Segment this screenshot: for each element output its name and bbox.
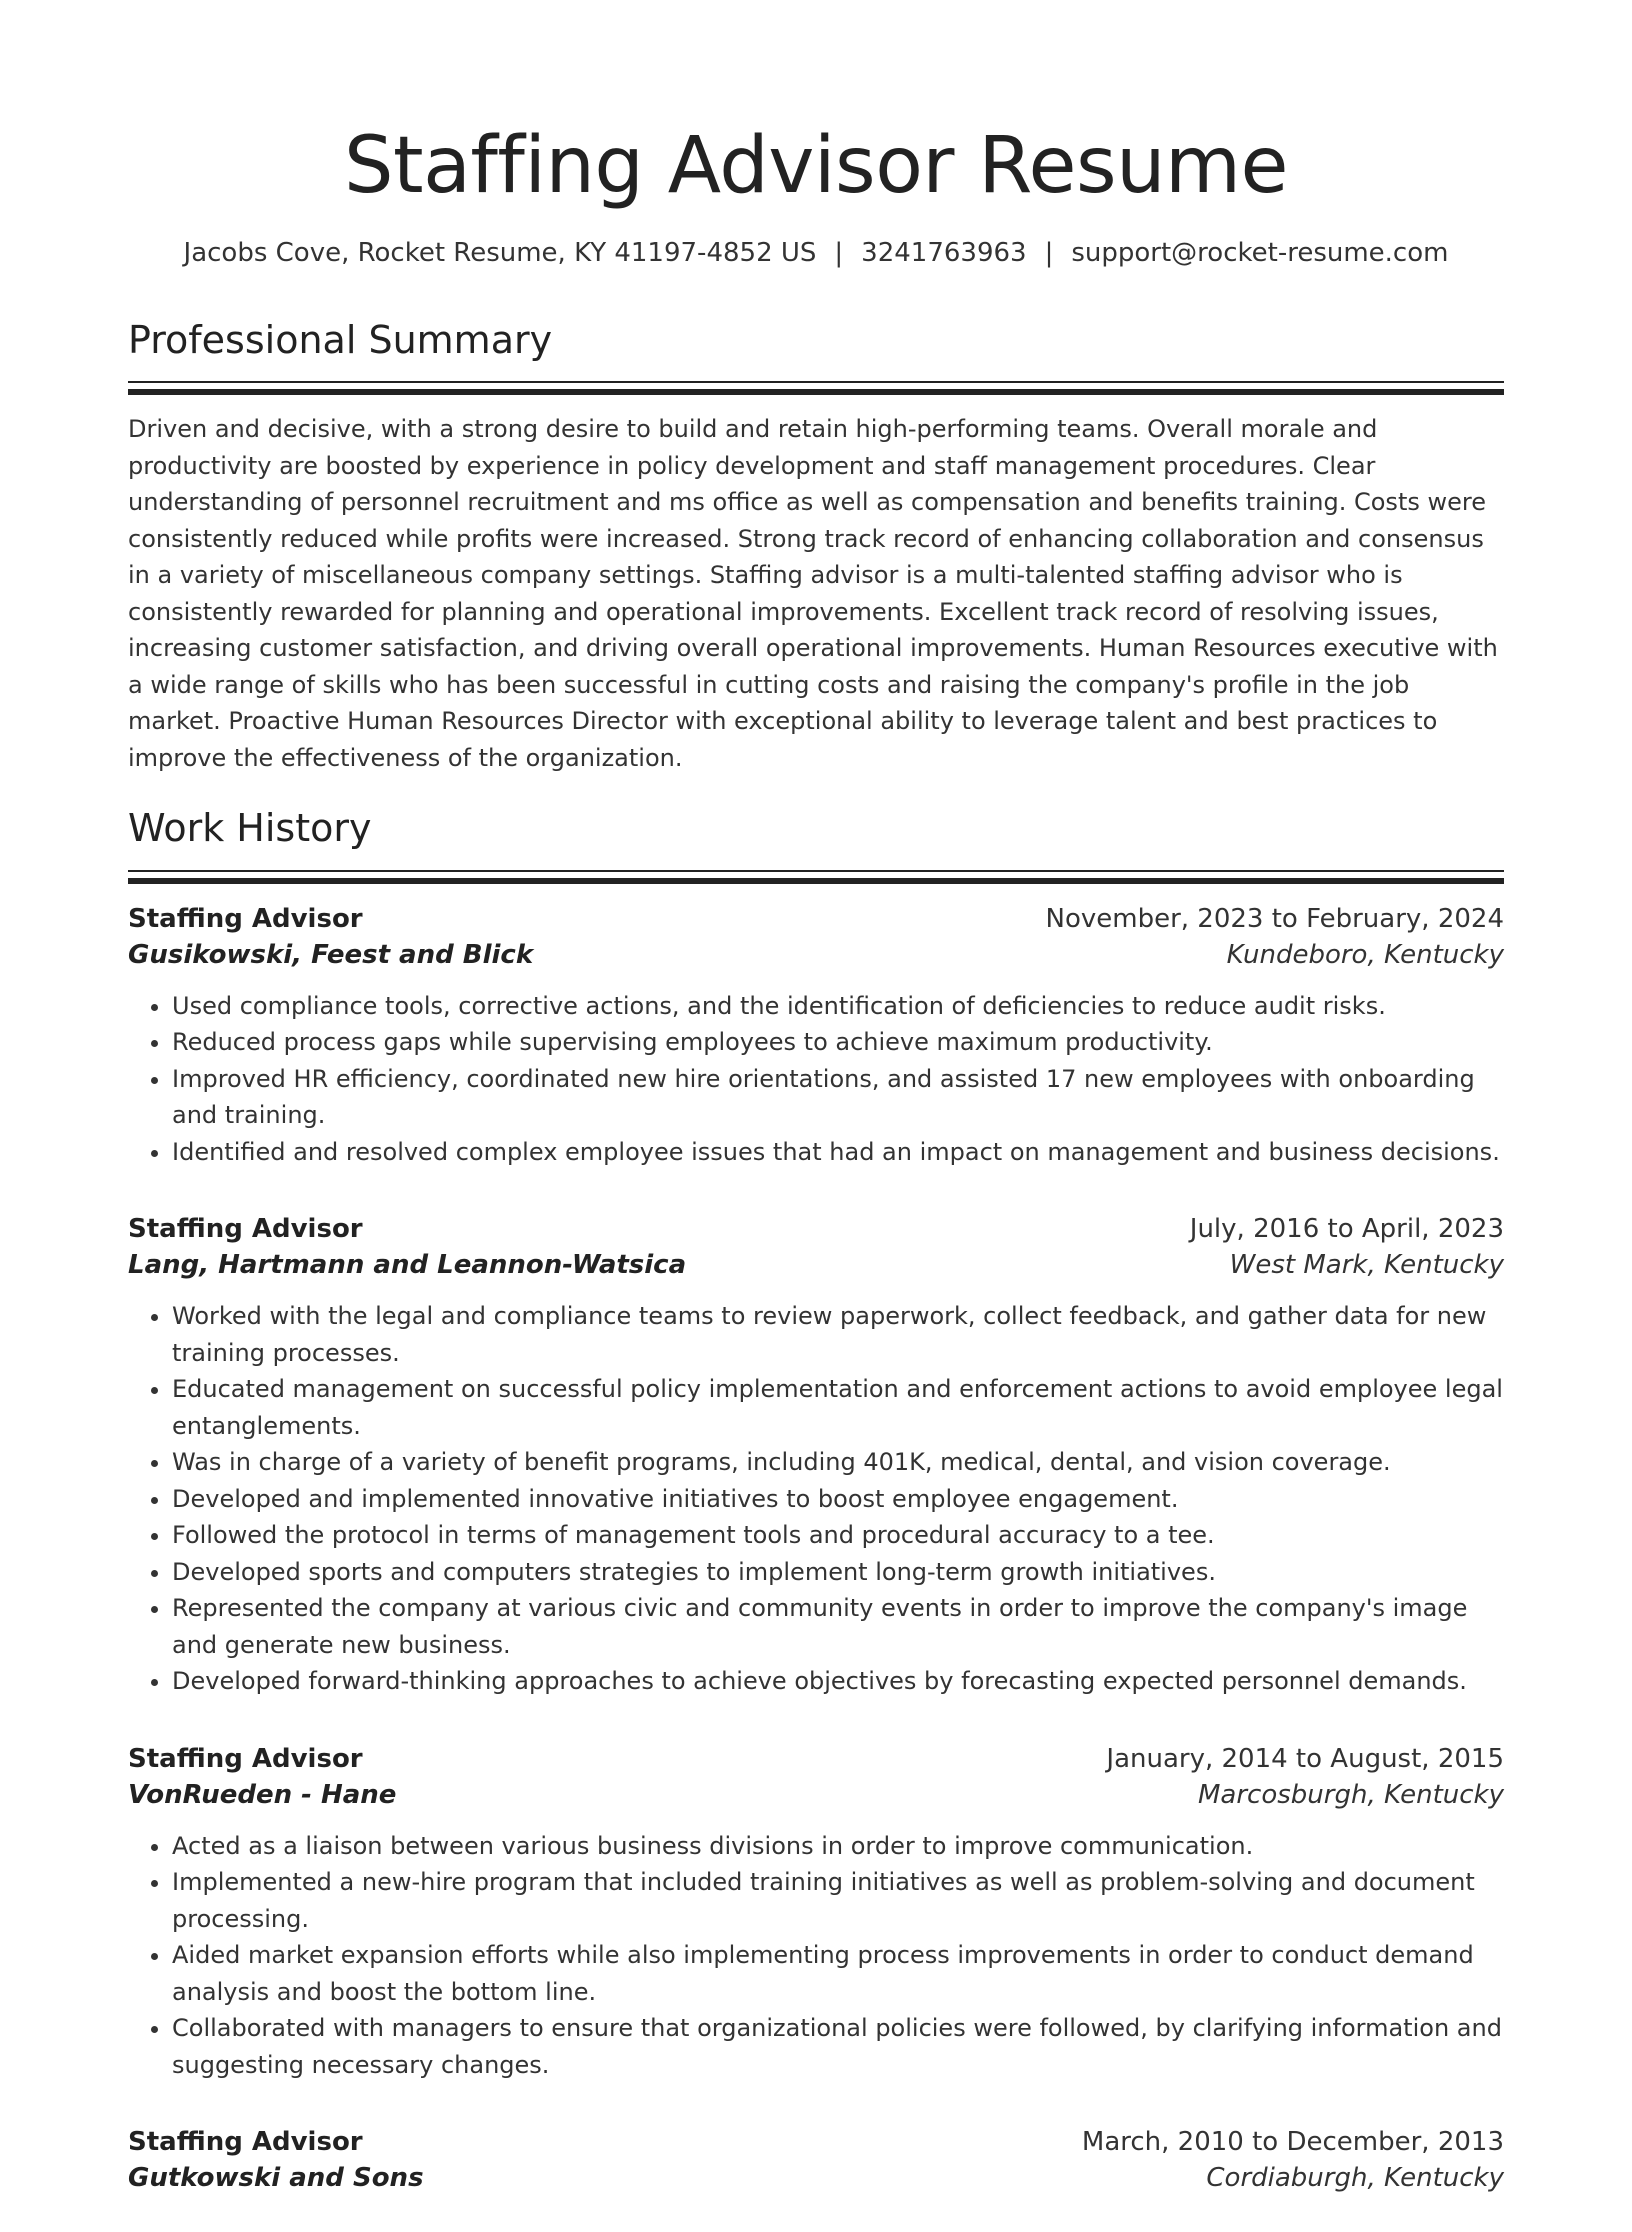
job-entry — [128, 1214, 1504, 1700]
job-header — [128, 904, 1504, 934]
contact-address: Jacobs Cove, Rocket Resume, KY 41197-4852 US — [183, 237, 817, 268]
bullet-item: • Followed the protocol in terms of management tools and procedural accuracy to a tee. — [172, 1517, 1504, 1554]
bullet-item: • Represented the company at various civic and community events in order to improve the company's image and generate new business. — [172, 1590, 1504, 1663]
job-location: Kundeboro, Kentucky — [1226, 939, 1504, 970]
job-title: Staffing Advisor — [128, 1214, 363, 1245]
job-entry — [128, 2127, 1504, 2193]
bullet-item: • Developed sports and computers strategies to implement long-term growth initiatives. — [172, 1554, 1504, 1591]
contact-phone: 3241763963 — [861, 237, 1027, 268]
contact-line — [128, 238, 1504, 268]
job-title: Staffing Advisor — [128, 1743, 363, 1774]
job-company: Gusikowski, Feest and Blick — [128, 939, 534, 970]
bullet-item: • Worked with the legal and compliance teams to review paperwork, collect feedback, and gather data for new training processes. — [172, 1298, 1504, 1371]
job-subheader — [128, 940, 1504, 970]
contact-separator: | — [834, 237, 844, 268]
job-company: VonRueden - Hane — [128, 1779, 397, 1810]
bullet-item: • Improved HR efficiency, coordinated new hire orientations, and assisted 17 new employees with onboarding and training. — [172, 1061, 1504, 1134]
bullet-item: • Was in charge of a variety of benefit programs, including 401K, medical, dental, and vision coverage. — [172, 1444, 1504, 1481]
contact-email: support@rocket-resume.com — [1071, 237, 1449, 268]
bullet-item: • Aided market expansion efforts while also implementing process improvements in order to conduct demand analysis and boost the bottom line. — [172, 1937, 1504, 2010]
bullet-item: • Used compliance tools, corrective actions, and the identification of deficiencies to reduce audit risks. — [172, 988, 1504, 1025]
job-header — [128, 2127, 1504, 2157]
job-subheader — [128, 2163, 1504, 2193]
resume-page — [0, 120, 1632, 2232]
job-title: Staffing Advisor — [128, 903, 363, 934]
job-dates: July, 2016 to April, 2023 — [1189, 1214, 1504, 1245]
bullet-item: • Reduced process gaps while supervising employees to achieve maximum productivity. — [172, 1024, 1504, 1061]
section-title-summary: Professional Summary — [128, 317, 553, 362]
job-dates: November, 2023 to February, 2024 — [1045, 903, 1504, 934]
job-bullets — [128, 988, 1504, 1171]
job-bullets — [128, 1298, 1504, 1700]
contact-separator: | — [1044, 237, 1054, 268]
bullet-item: • Educated management on successful policy implementation and enforcement actions to avoid employee legal entanglements. — [172, 1371, 1504, 1444]
job-subheader — [128, 1780, 1504, 1810]
job-header — [128, 1744, 1504, 1774]
job-subheader — [128, 1250, 1504, 1280]
job-header — [128, 1214, 1504, 1244]
job-entry — [128, 1744, 1504, 2084]
job-title: Staffing Advisor — [128, 2127, 363, 2158]
bullet-item: • Acted as a liaison between various business divisions in order to improve communication. — [172, 1828, 1504, 1865]
job-dates: January, 2014 to August, 2015 — [1106, 1743, 1504, 1774]
job-location: Cordiaburgh, Kentucky — [1206, 2163, 1504, 2194]
job-location: West Mark, Kentucky — [1229, 1250, 1504, 1281]
bullet-item: • Developed forward-thinking approaches to achieve objectives by forecasting expected personnel demands. — [172, 1663, 1504, 1700]
section-title-work-history: Work History — [128, 806, 372, 851]
section-divider — [128, 381, 1504, 395]
bullet-item: • Identified and resolved complex employee issues that had an impact on management and business decisions. — [172, 1134, 1504, 1171]
section-divider — [128, 870, 1504, 884]
bullet-item: • Collaborated with managers to ensure that organizational policies were followed, by clarifying information and suggesting necessary changes. — [172, 2010, 1504, 2083]
job-bullets — [128, 1828, 1504, 2084]
job-dates: March, 2010 to December, 2013 — [1081, 2127, 1504, 2158]
resume-title: Staffing Advisor Resume — [344, 121, 1288, 211]
summary-text: Driven and decisive, with a strong desire to build and retain high-performing teams. Overall morale and productivity are boosted by experience in policy development and staff management procedures. Clear understanding of personnel recruitment and ms office as well as compensation and benefits training. Costs were consistently reduced while profits were increased. Strong track record of enhancing collaboration and consensus in a variety of miscellaneous company settings. Staffing advisor is a multi-talented staffing advisor who is consistently rewarded for planning and operational improvements. Excellent track record of resolving issues, increasing customer satisfaction, and driving overall operational improvements. Human Resources executive with a wide range of skills who has been successful in cutting costs and raising the company's profile in the job market. Proactive Human Resources Director with exceptional ability to leverage talent and best practices to improve the effectiveness of the organization. — [128, 415, 1498, 772]
job-entry — [128, 904, 1504, 1171]
bullet-item: • Developed and implemented innovative initiatives to boost employee engagement. — [172, 1481, 1504, 1518]
job-location: Marcosburgh, Kentucky — [1198, 1779, 1504, 1810]
job-company: Lang, Hartmann and Leannon-Watsica — [128, 1250, 687, 1281]
job-company: Gutkowski and Sons — [128, 2163, 424, 2194]
bullet-item: • Implemented a new-hire program that included training initiatives as well as problem-solving and document processing. — [172, 1864, 1504, 1937]
